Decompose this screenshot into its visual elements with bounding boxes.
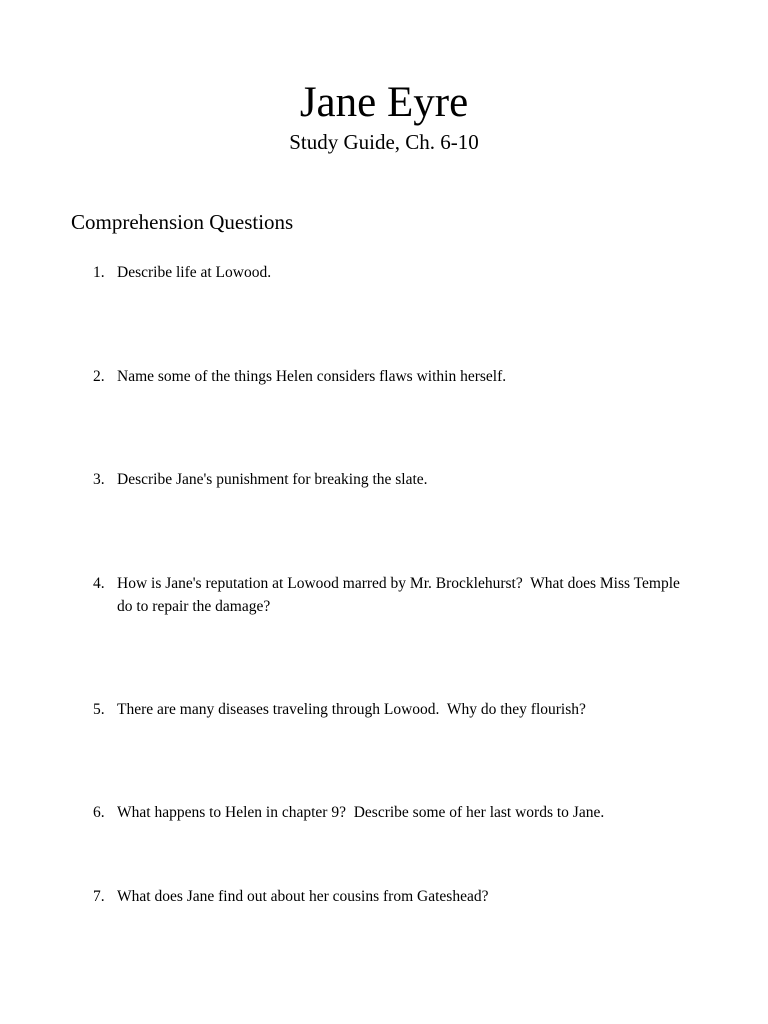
question-text: What happens to Helen in chapter 9? Describe some of her last words to Jane. bbox=[117, 804, 605, 821]
question-item bbox=[93, 468, 693, 491]
question-number: 5. bbox=[93, 701, 105, 718]
question-text: Name some of the things Helen considers flaws within herself. bbox=[117, 368, 507, 385]
question-number: 4. bbox=[93, 575, 105, 592]
question-number: 6. bbox=[93, 804, 105, 821]
question-text: What does Jane find out about her cousins from Gateshead? bbox=[117, 888, 489, 905]
question-text: There are many diseases traveling through Lowood. Why do they flourish? bbox=[117, 701, 586, 718]
question-number: 7. bbox=[93, 888, 105, 905]
question-number: 3. bbox=[93, 471, 105, 488]
question-text: How is Jane's reputation at Lowood marred by Mr. Brocklehurst? What does Miss Temple do to repair the damage? bbox=[117, 575, 684, 615]
question-text: Describe life at Lowood. bbox=[117, 264, 272, 281]
document-title: Jane Eyre bbox=[299, 79, 469, 126]
question-item bbox=[93, 885, 693, 908]
question-item bbox=[93, 801, 693, 824]
question-text: Describe Jane's punishment for breaking the slate. bbox=[117, 471, 428, 488]
question-item bbox=[93, 572, 693, 618]
section-heading: Comprehension Questions bbox=[71, 210, 294, 234]
document-subtitle: Study Guide, Ch. 6-10 bbox=[289, 130, 479, 154]
question-item bbox=[93, 698, 693, 721]
question-item bbox=[93, 261, 693, 284]
question-number: 2. bbox=[93, 368, 105, 385]
question-item bbox=[93, 365, 693, 388]
question-number: 1. bbox=[93, 264, 105, 281]
